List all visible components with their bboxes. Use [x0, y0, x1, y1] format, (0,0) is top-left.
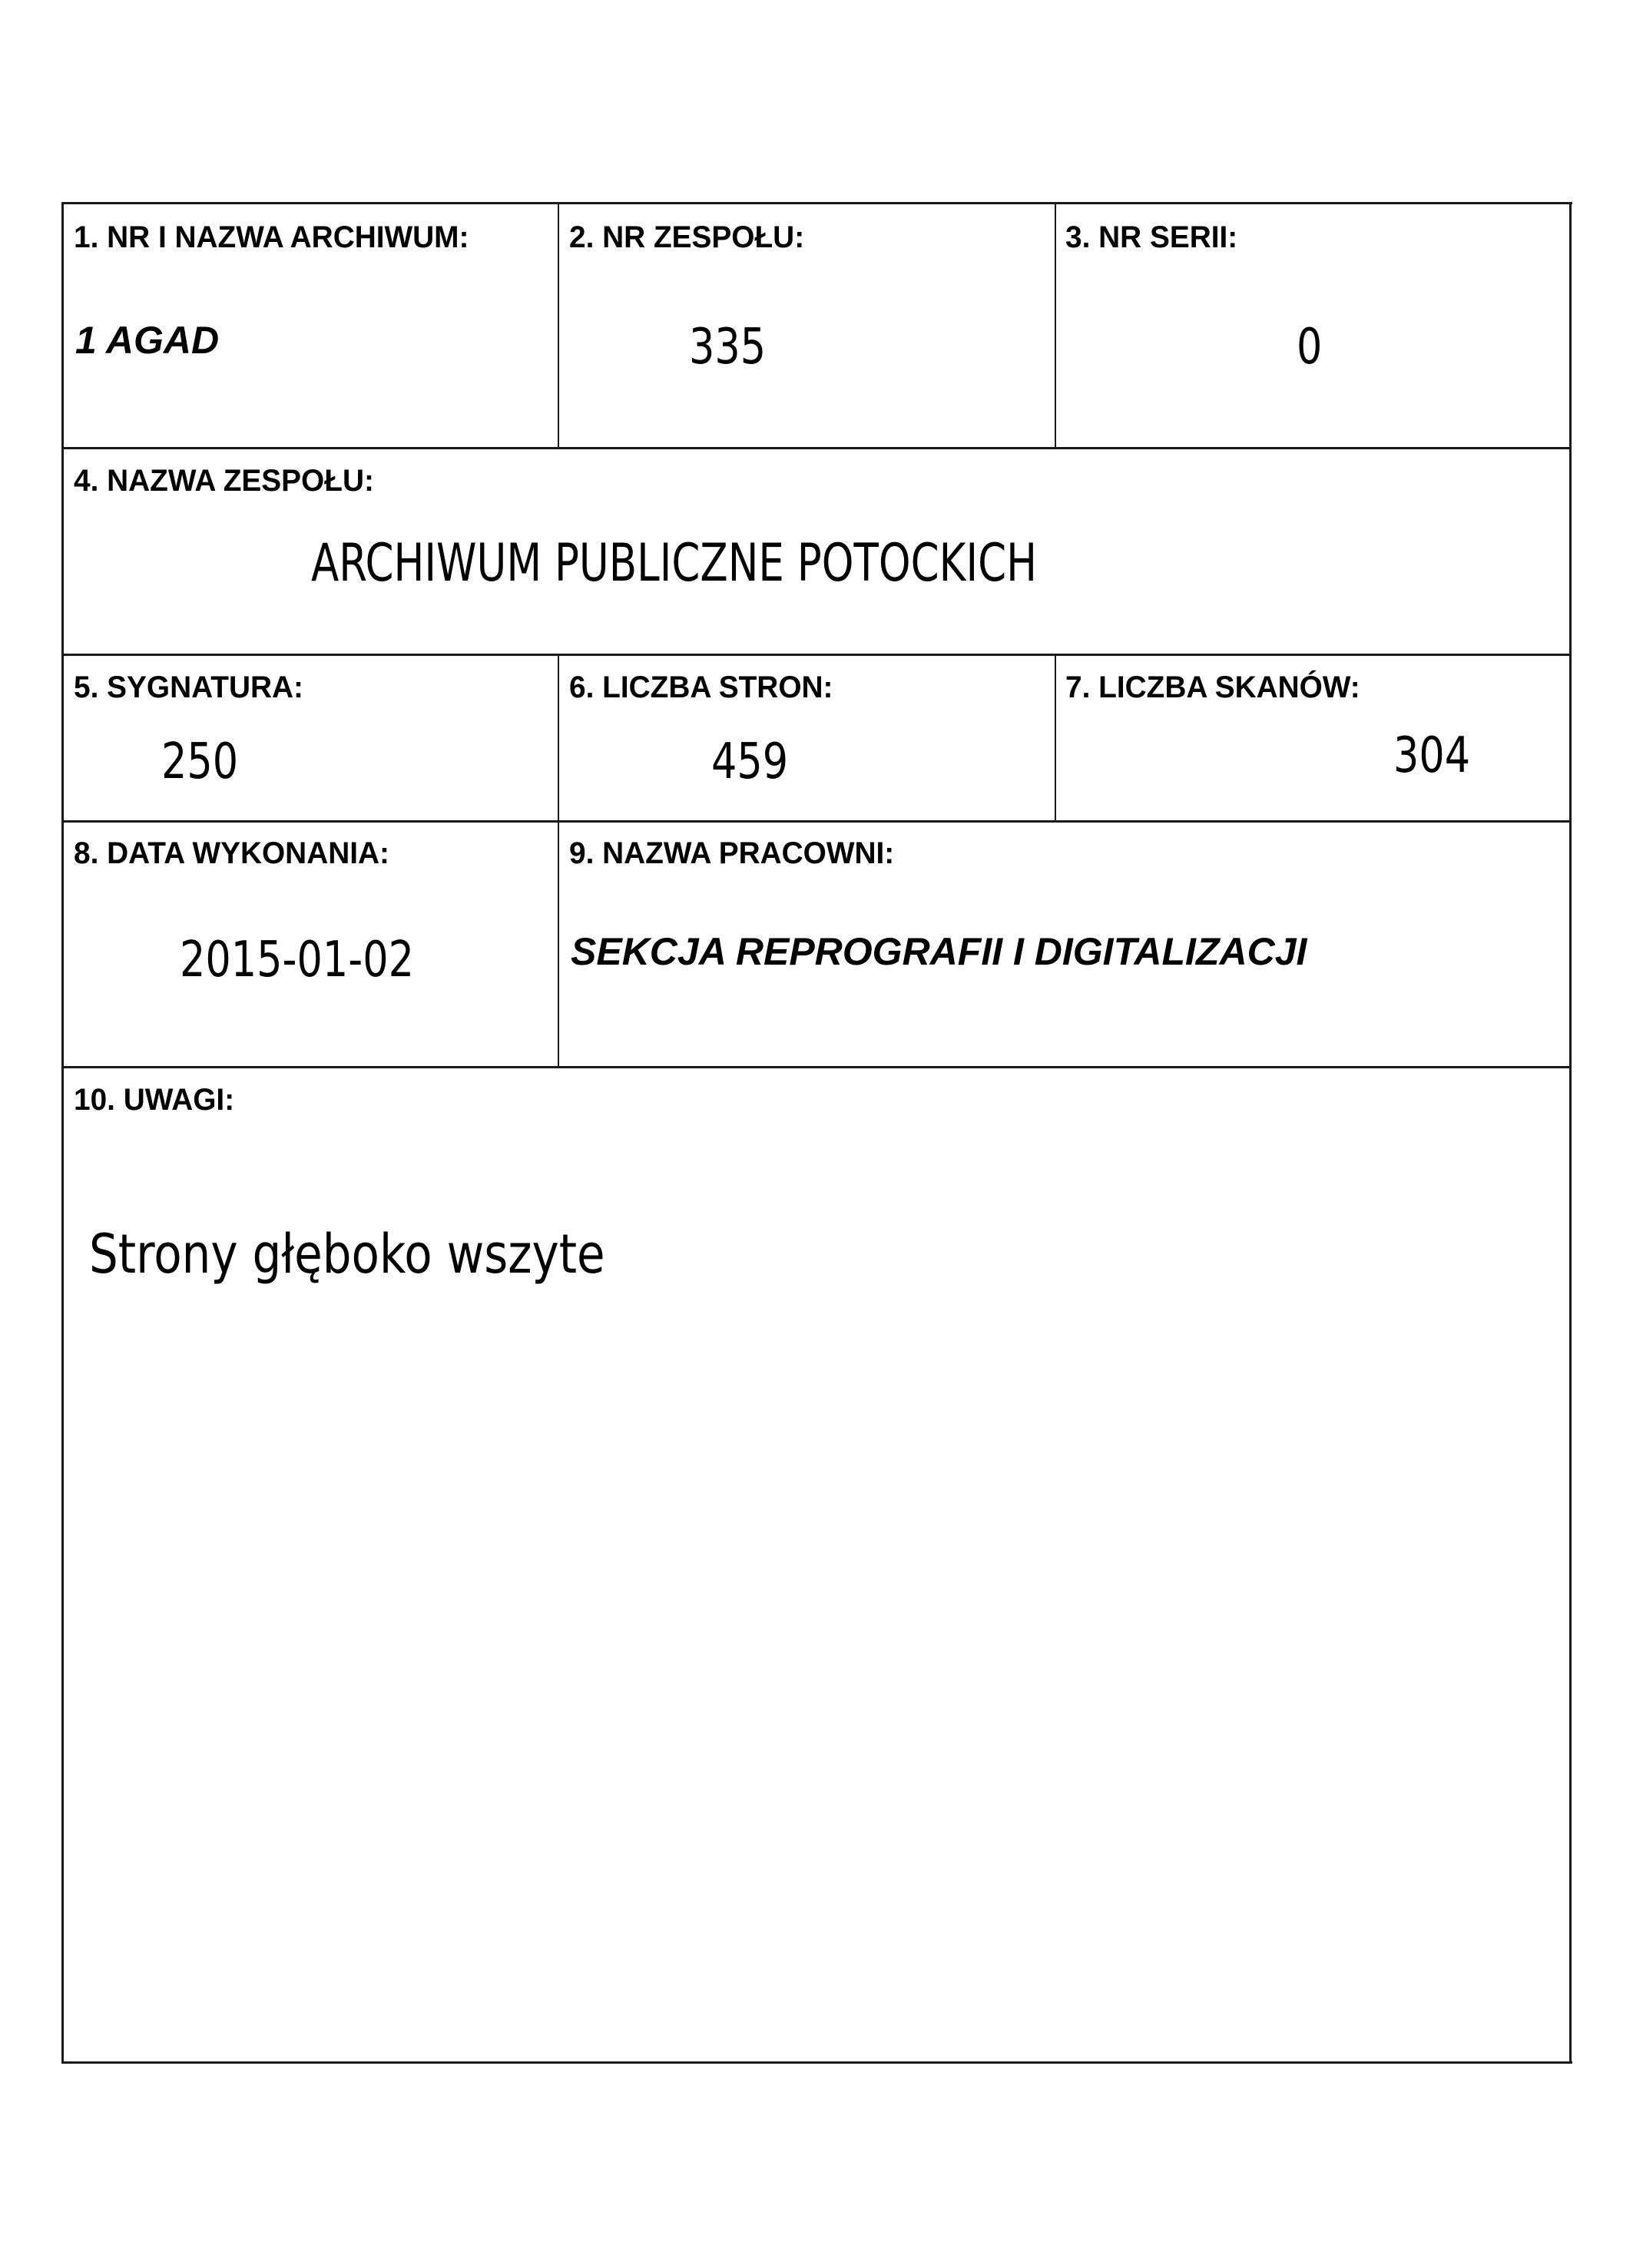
field-value-workshop: SEKCJA REPROGRAFII I DIGITALIZACJI: [571, 930, 1307, 973]
field-value-signature: 250: [161, 733, 239, 790]
col-divider-r1a: [558, 202, 559, 448]
border-top: [62, 202, 1572, 204]
row-divider-4: [62, 1066, 1571, 1068]
field-label-date: 8. DATA WYKONANIA:: [74, 836, 389, 870]
field-value-scan-count: 304: [1393, 727, 1471, 784]
field-value-fond-name: ARCHIWUM PUBLICZNE POTOCKICH: [311, 533, 1038, 594]
col-divider-r1b: [1055, 202, 1056, 448]
field-label-remarks: 10. UWAGI:: [74, 1083, 235, 1117]
field-value-fond-number: 335: [689, 319, 767, 376]
border-right: [1569, 202, 1572, 2064]
row-divider-1: [62, 447, 1571, 449]
field-value-page-count: 459: [711, 733, 789, 790]
row-divider-3: [62, 820, 1571, 823]
col-divider-r3a: [558, 654, 559, 821]
field-label-series-number: 3. NR SERII:: [1065, 220, 1238, 254]
field-value-date: 2015-01-02: [180, 932, 414, 988]
col-divider-r4a: [558, 820, 559, 1067]
border-bottom: [62, 2061, 1572, 2064]
field-label-scan-count: 7. LICZBA SKANÓW:: [1065, 670, 1360, 704]
field-label-fond-number: 2. NR ZESPOŁU:: [569, 220, 805, 254]
field-label-page-count: 6. LICZBA STRON:: [569, 670, 833, 704]
field-value-archive: 1 AGAD: [75, 319, 220, 362]
field-label-fond-name: 4. NAZWA ZESPOŁU:: [74, 464, 374, 498]
col-divider-r3b: [1055, 654, 1056, 821]
border-left: [61, 202, 64, 2064]
field-label-signature: 5. SYGNATURA:: [74, 670, 303, 704]
field-value-remarks: Strony głęboko wszyte: [89, 1223, 605, 1286]
field-value-series-number: 0: [1297, 319, 1323, 376]
field-label-workshop: 9. NAZWA PRACOWNI:: [569, 836, 895, 870]
field-label-archive: 1. NR I NAZWA ARCHIWUM:: [74, 220, 469, 254]
row-divider-2: [62, 654, 1571, 656]
